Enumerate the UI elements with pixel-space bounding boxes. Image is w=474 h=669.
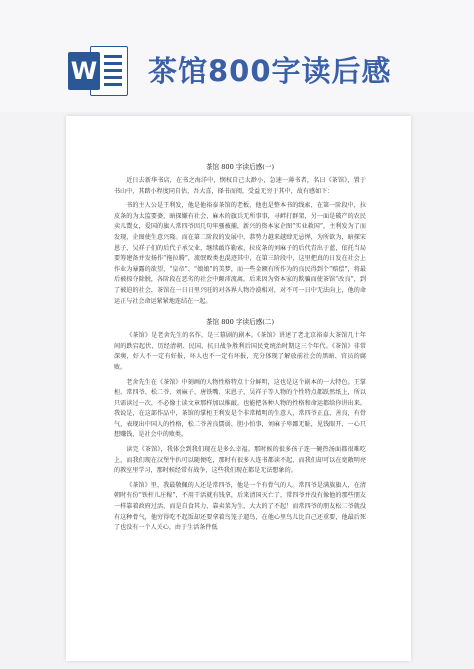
paragraph: 书的主人公是王利发，他是他裕泰茶馆的老板，他也是整本书的线索，在第一阶段中，拉皮条的为太监要婆，暗探嫌有社会，麻木的旗兵无所事事，寻衅打群架，另一面是破产的农民卖儿鬻女，爱国的旗人常四爷因几句牢骚被捕，新兴的资本家企图“实业救国”，主利发为了而发现，企图使生意兴隆。而在第二阶段的发展中，恭势力越来越肆无忌惮，为所欲为，暗探宋恩子、吴祥子们的后代子承父业，继续敲诈勒索，拉皮条的刘麻子的后代青出于蓝，依托当局要筹建备并发扬作“拖拉腾”，流氓败类也混迹其中，在第三阶段中，这里把真的日发在社会上作业为暴露的欲望，“皇帝”、“娘娘”的美梦，而一些金额有所作为的良民得到个“赔偿”，将最后被掠夺除脱，各阶段在恶劣的社会中颠沛流离，后来因为资本家的欺骗而使茶馆“改良”，到了被迫的社会，茶馆在一日日里兴旺的对各界人物冷漠相对，对不可一日中无法向上，他的命运正与社会命运紧紧地连结在一起。 xyxy=(114,202,366,305)
word-document-icon xyxy=(68,42,130,100)
paragraph: 老舍先生在《茶馆》中刻画的人物性格特点十分鲜明，这也是这个剧本的一大特色。王掌柜、常四爷、松二爷、刘麻子、唐铁嘴、宋恩子、吴祥子等人物的个性特点都跃然纸上，所以只需读过一次，不必像士读文章那样加以推敲，也能把各种人物的性格和命运都给你讲出来。我说是，在这部作品中，茶馆的掌柜王利发是个非常精明的生意人，常四爷正直、善良，有骨气，表现出中国人的性格，松二爷善良懦弱、胆小怕事，刘麻子卑鄙无耻，见钱眼开，一心只想赚钱，是社会中的败类。 xyxy=(114,378,366,439)
icon-line xyxy=(104,62,122,65)
word-badge: W xyxy=(68,52,100,90)
paragraph: 读完《茶馆》，我体会到我们现在是多么幸福。那时候的很多孩子连一碗热汤面都很难吃上，而我们现在汉堡牛扒可以随便吃，那时有很多人连书都读不起，而我们却可以在宽敞明亮的教室里学习，那时候经常有战争，这些我们现在都是无法想象的。 xyxy=(114,446,366,475)
icon-line xyxy=(104,83,122,86)
document-page xyxy=(66,116,411,661)
document-content xyxy=(114,162,366,538)
header-banner xyxy=(0,0,474,112)
icon-line xyxy=(104,69,122,72)
paragraph: 近日去新华书店，在书之海洋中，悯权自己太渺小，急速一薄书者，名曰《茶馆》，置于书山中，其踏小程度同自估，吾大喜，择书而阅，受益无穷于其中，故有感如下： xyxy=(114,177,366,195)
section-heading-2: 茶馆 800 字读后感(二) xyxy=(205,318,275,327)
paragraph: 《茶馆》是老舍先生的名作，是三幕剧的剧本。《茶馆》讲述了老北京裕泰大茶馆几十年间的跌宕起伏，历经清朝、民国、抗日战争胜利后国民党统治时期这三个年代。《茶馆》非常深奥，好人不一定有好报，坏人也不一定有坏报，充分体现了解放前社会的黑暗、官员的腐败。 xyxy=(114,332,366,371)
section-heading-1: 茶馆 800 字读后感(一) xyxy=(205,163,275,171)
page-title: 茶馆800字读后感 xyxy=(148,54,392,88)
paragraph: 《茶馆》里，我最敬佩的人还是常四爷，他是一个有骨气的人。常四爷是满族旗人，在清朝时有份“铁杆儿庄稼”，不用干活就有钱拿，后来清国灭亡了，常四爷并没有像他的那些朋友一样靠着政府过活，而是自食其力，靠卖菜为生，大大的了不起！而常四爷的朋友松二爷就没有这种骨气，他穷得吃不起饭却还要拿着鸟笼子遛鸟，在他心里鸟儿比自己还重要，他最后死了也没有一个人关心，由于生活条件低 xyxy=(114,481,366,532)
icon-line xyxy=(104,76,122,79)
icon-line xyxy=(104,55,122,58)
